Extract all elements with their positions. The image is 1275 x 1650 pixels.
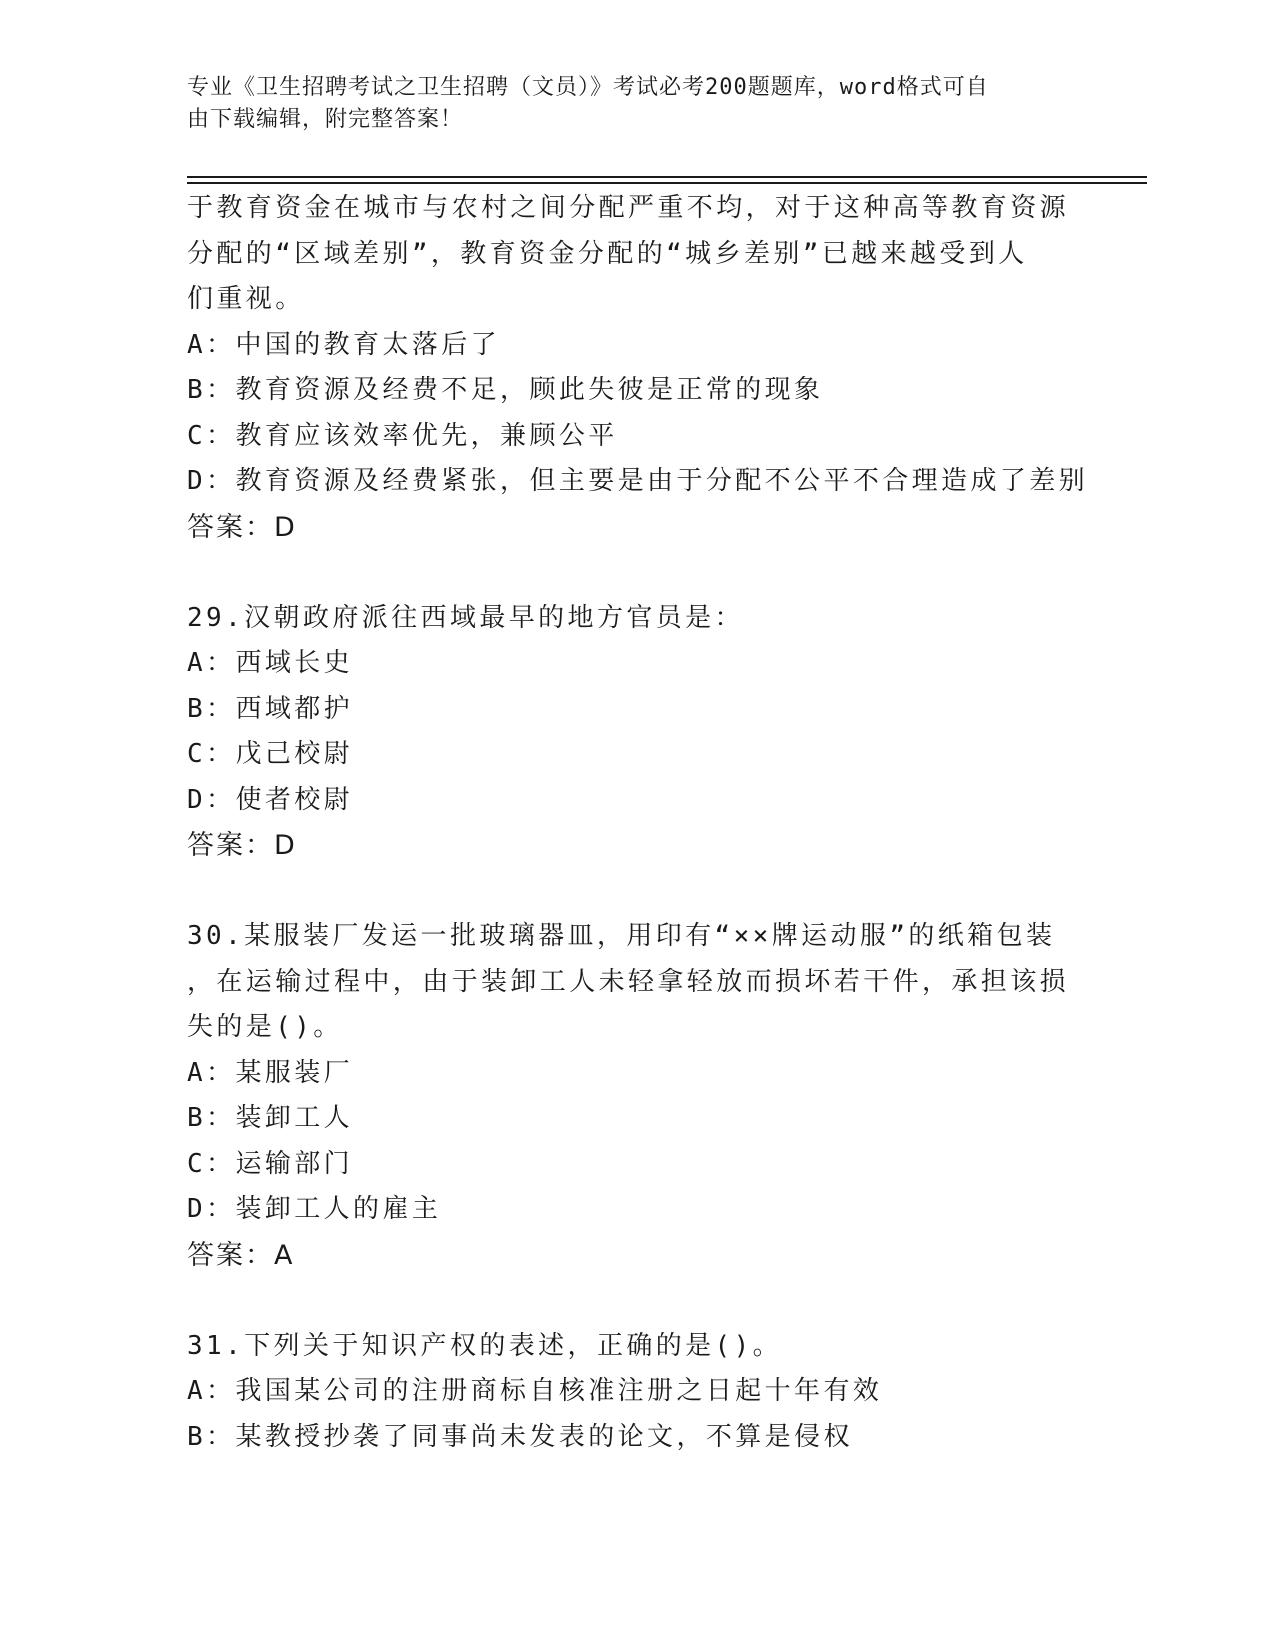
question-stem-line: ，在运输过程中，由于装卸工人未轻拿轻放而损坏若干件，承担该损 <box>187 966 1070 997</box>
option-c: C：教育应该效率优先，兼顾公平 <box>187 420 618 451</box>
question-29 <box>187 596 1087 869</box>
header-divider-bottom <box>187 182 1147 184</box>
spacer <box>187 869 1087 915</box>
question-stem-line: 于教育资金在城市与农村之间分配严重不均，对于这种高等教育资源 <box>187 193 1070 223</box>
question-stem-line: 29.汉朝政府派往西域最早的地方官员是： <box>187 602 744 633</box>
option-a: A：中国的教育太落后了 <box>187 329 501 360</box>
spacer <box>187 1278 1087 1324</box>
option-b: B：教育资源及经费不足，顾此失彼是正常的现象 <box>187 375 824 405</box>
question-stem-line: 失的是()。 <box>187 1012 343 1042</box>
option-b: B：某教授抄袭了同事尚未发表的论文，不算是侵权 <box>187 1421 853 1452</box>
option-d: D：教育资源及经费紧张，但主要是由于分配不公平不合理造成了差别 <box>187 466 1089 496</box>
document-header <box>187 72 1067 136</box>
question-stem-line: 分配的“区域差别”，教育资金分配的“城乡差别”已越来越受到人 <box>187 238 1028 269</box>
option-d: D：使者校尉 <box>187 784 354 815</box>
option-a: A：我国某公司的注册商标自核准注册之日起十年有效 <box>187 1376 883 1406</box>
question-28 <box>187 186 1087 550</box>
header-divider-top <box>187 176 1147 178</box>
spacer <box>187 550 1087 596</box>
header-line-1: 专业《卫生招聘考试之卫生招聘（文员）》考试必考200题题库，word格式可自 <box>187 75 989 100</box>
option-b: B：装卸工人 <box>187 1103 354 1133</box>
question-stem-line: 30.某服装厂发运一批玻璃器皿，用印有“××牌运动服”的纸箱包装 <box>187 921 1056 951</box>
answer-label: 答案：A <box>187 1239 295 1271</box>
option-a: A：某服装厂 <box>187 1057 354 1088</box>
answer-label: 答案：D <box>187 830 297 861</box>
option-c: C：戊己校尉 <box>187 739 354 769</box>
question-list <box>187 186 1087 1460</box>
option-c: C：运输部门 <box>187 1148 354 1179</box>
option-d: D：装卸工人的雇主 <box>187 1194 442 1224</box>
question-stem-line: 31.下列关于知识产权的表述，正确的是()。 <box>187 1330 783 1361</box>
option-a: A：西域长史 <box>187 648 354 678</box>
question-31 <box>187 1324 1087 1461</box>
option-b: B：西域都护 <box>187 693 354 724</box>
question-30 <box>187 914 1087 1278</box>
question-stem-line: 们重视。 <box>187 284 305 314</box>
header-line-2: 由下载编辑，附完整答案！ <box>187 107 464 132</box>
answer-label: 答案：D <box>187 511 297 543</box>
